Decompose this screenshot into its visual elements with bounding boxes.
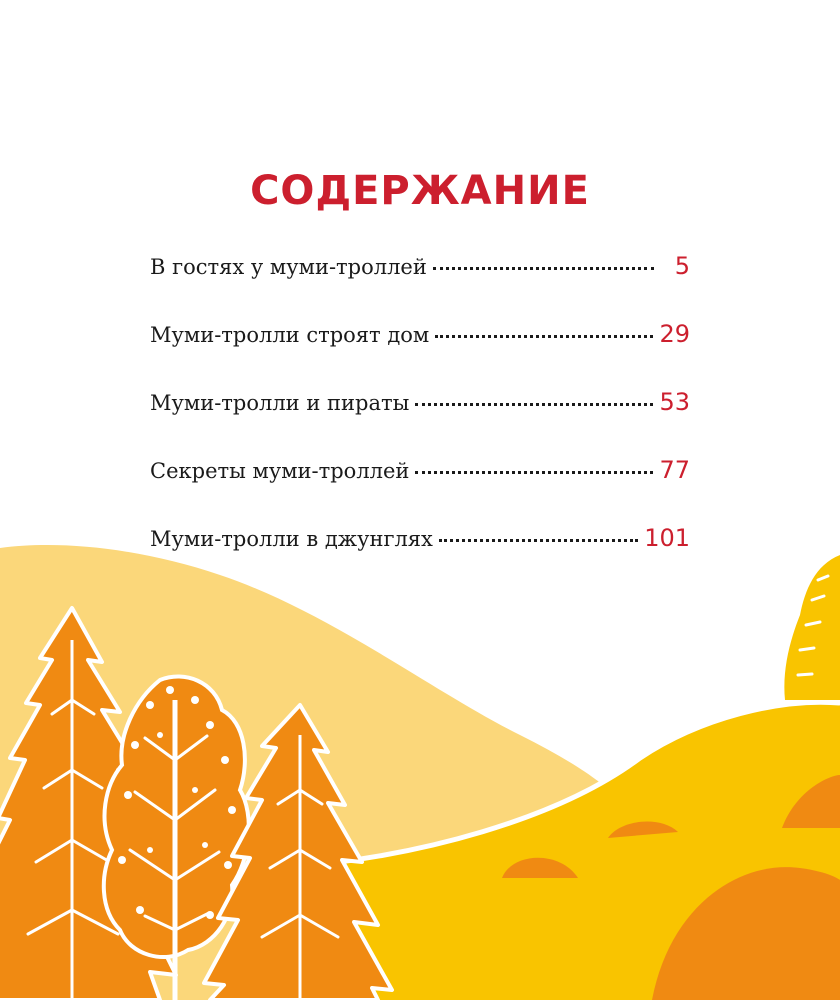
- dot-leader: [433, 267, 654, 270]
- toc-entry-title: Секреты муми-троллей: [150, 459, 410, 483]
- toc-entry-title: В гостях у муми-троллей: [150, 255, 427, 279]
- toc-page-number: 53: [659, 388, 690, 416]
- dot-leader: [415, 403, 653, 406]
- toc-page-number: 5: [674, 252, 690, 280]
- dot-leader: [415, 471, 653, 474]
- table-of-contents: [150, 252, 690, 592]
- toc-entry-title: Муми-тролли в джунглях: [150, 527, 433, 551]
- toc-entry[interactable]: [150, 524, 690, 592]
- toc-entry[interactable]: [150, 252, 690, 320]
- page-title: СОДЕРЖАНИЕ: [250, 168, 590, 214]
- toc-page-number: 101: [644, 524, 690, 552]
- toc-entry-title: Муми-тролли и пираты: [150, 391, 410, 415]
- toc-page-number: 77: [659, 456, 690, 484]
- toc-entry-title: Муми-тролли строят дом: [150, 323, 430, 347]
- toc-entry[interactable]: [150, 388, 690, 456]
- toc-entry[interactable]: [150, 320, 690, 388]
- toc-entry[interactable]: [150, 456, 690, 524]
- bush-icon: [784, 555, 840, 700]
- toc-page-number: 29: [659, 320, 690, 348]
- dot-leader: [435, 335, 653, 338]
- dot-leader: [439, 539, 638, 542]
